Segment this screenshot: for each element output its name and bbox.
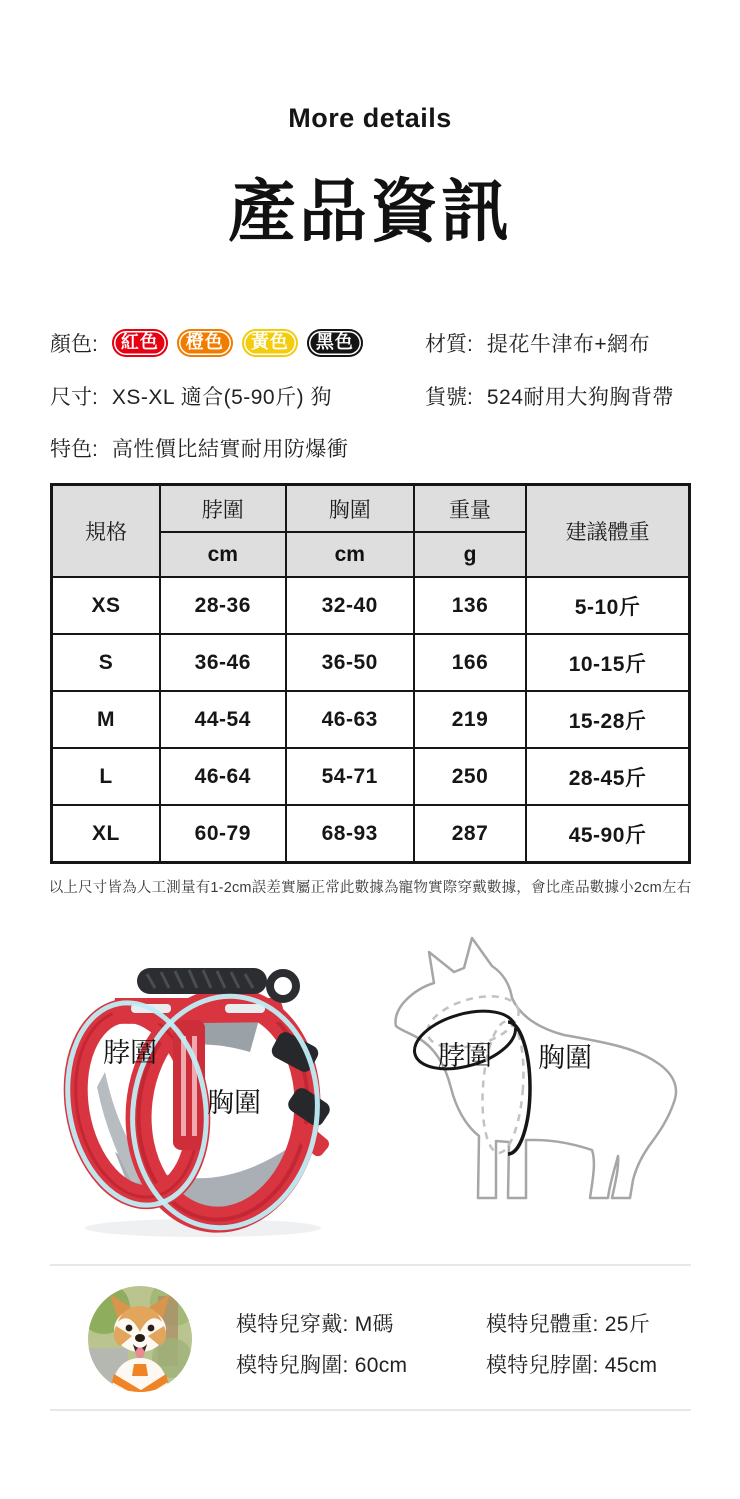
- size-table: [50, 483, 691, 864]
- cell-suggest: 15-28斤: [526, 691, 689, 748]
- color-badges: [112, 329, 363, 357]
- cell-suggest: 45-90斤: [526, 805, 689, 863]
- cell-suggest: 28-45斤: [526, 748, 689, 805]
- col-header-chest: 胸圍: [286, 485, 414, 533]
- material-label: 材質:: [425, 333, 473, 356]
- model-chest: 模特兒胸圍: 60cm: [236, 1354, 408, 1377]
- table-row-s: [52, 634, 690, 691]
- cell-chest: 68-93: [286, 805, 414, 863]
- more-details-heading: More details: [288, 103, 452, 133]
- col-header-suggest: 建議體重: [526, 485, 689, 578]
- cell-suggest: 5-10斤: [526, 577, 689, 634]
- harness-diagram-image: [45, 952, 357, 1244]
- model-wear: 模特兒穿戴: M碼: [236, 1313, 394, 1336]
- cell-weight: 287: [414, 805, 526, 863]
- page-title: 產品資訊: [227, 174, 512, 250]
- col-unit-weight: g: [414, 532, 526, 577]
- dog-measurement-diagram-image: [372, 922, 704, 1234]
- cell-neck: 60-79: [160, 805, 286, 863]
- color-badge-orange: 橙色: [177, 329, 233, 357]
- model-info-left: [236, 1308, 407, 1379]
- dog-chest-label: 胸圍: [538, 1043, 592, 1073]
- cell-chest: 36-50: [286, 634, 414, 691]
- cell-spec: XS: [52, 577, 160, 634]
- cell-weight: 136: [414, 577, 526, 634]
- table-row-xs: [52, 577, 690, 634]
- item-no-label: 貨號:: [425, 386, 473, 409]
- harness-neck-label: 脖圍: [103, 1038, 157, 1068]
- table-row-l: [52, 748, 690, 805]
- color-badge-yellow: 黃色: [242, 329, 298, 357]
- cell-neck: 28-36: [160, 577, 286, 634]
- divider-bottom: [50, 1409, 691, 1411]
- table-row-xl: [52, 805, 690, 863]
- col-header-neck: 脖圍: [160, 485, 286, 533]
- measurement-note: 以上尺寸皆為人工測量有1-2cm誤差實屬正常此數據為寵物實際穿戴數據，會比產品數據小2cm左右: [48, 880, 692, 896]
- model-info-right: [486, 1308, 657, 1379]
- cell-neck: 36-46: [160, 634, 286, 691]
- col-header-spec: 規格: [52, 485, 160, 578]
- cell-chest: 46-63: [286, 691, 414, 748]
- cell-neck: 46-64: [160, 748, 286, 805]
- harness-chest-label: 胸圍: [207, 1088, 261, 1118]
- model-weight: 模特兒體重: 25斤: [486, 1313, 651, 1336]
- table-row-m: [52, 691, 690, 748]
- size-value: XS-XL 適合(5-90斤) 狗: [111, 386, 332, 409]
- cell-spec: S: [52, 634, 160, 691]
- attribute-item-no: [425, 381, 674, 411]
- cell-weight: 250: [414, 748, 526, 805]
- col-unit-neck: cm: [160, 532, 286, 577]
- size-label: 尺寸:: [50, 386, 98, 409]
- attribute-feature: [50, 433, 348, 463]
- cell-suggest: 10-15斤: [526, 634, 689, 691]
- col-unit-chest: cm: [286, 532, 414, 577]
- material-value: 提花牛津布+網布: [486, 333, 651, 356]
- attribute-material: [425, 328, 650, 358]
- divider-top: [50, 1264, 691, 1266]
- col-header-weight: 重量: [414, 485, 526, 533]
- cell-neck: 44-54: [160, 691, 286, 748]
- cell-spec: XL: [52, 805, 160, 863]
- item-no-value: 524耐用大狗胸背帶: [486, 386, 674, 409]
- cell-chest: 54-71: [286, 748, 414, 805]
- color-badge-red: 紅色: [112, 329, 168, 357]
- attribute-size: [50, 381, 332, 411]
- feature-value: 高性價比結實耐用防爆衝: [111, 438, 349, 461]
- model-neck: 模特兒脖圍: 45cm: [486, 1354, 658, 1377]
- cell-chest: 32-40: [286, 577, 414, 634]
- cell-spec: M: [52, 691, 160, 748]
- color-badge-black: 黑色: [307, 329, 363, 357]
- color-label: 顏色:: [50, 333, 98, 356]
- cell-spec: L: [52, 748, 160, 805]
- attribute-color: [50, 328, 363, 358]
- feature-label: 特色:: [50, 438, 98, 461]
- cell-weight: 166: [414, 634, 526, 691]
- dog-neck-label: 脖圍: [438, 1041, 492, 1071]
- cell-weight: 219: [414, 691, 526, 748]
- model-dog-photo: [88, 1286, 192, 1392]
